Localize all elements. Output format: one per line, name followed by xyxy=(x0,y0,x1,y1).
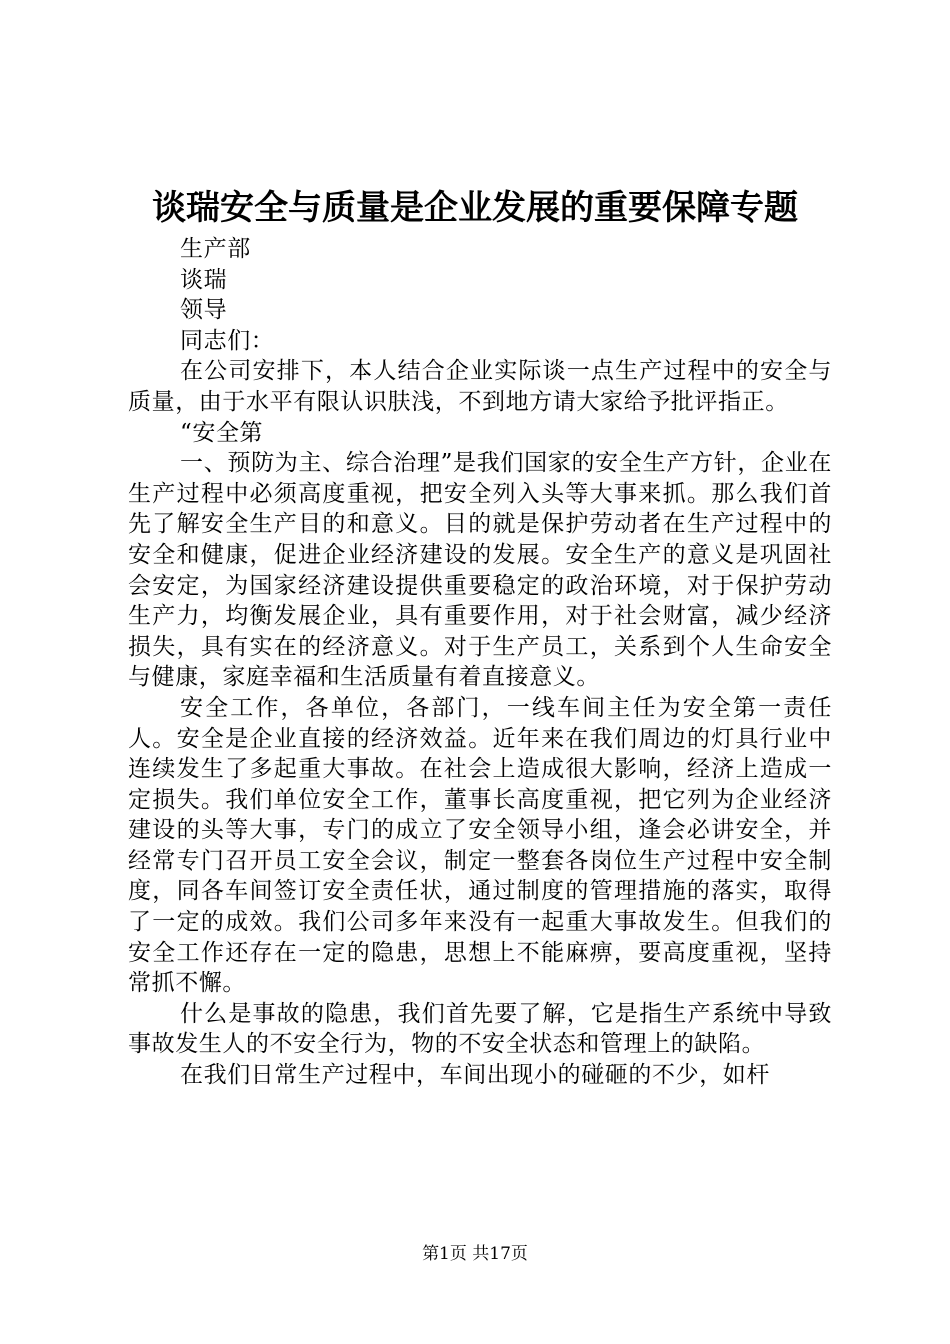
paragraph-quote-start: “安全第 xyxy=(180,419,264,446)
paragraph-daily-production: 在我们日常生产过程中，车间出现小的碰砸的不少，如杆 xyxy=(180,1062,770,1089)
paragraph-safety-work: 安全工作，各单位，各部门，一线车间主任为安全第一责任人。安全是企业直接的经济效益。近年来在我们周边的灯具行业中连续发生了多起重大事故。在社会上造成很大影响，经济上造成一定损失。我们单位安全工作，董事长高度重视，把它列为企业经济建设的头等大事，专门的成立了安全领导小组，逢会必讲安全，并经常专门召开员工安全会议，制定一整套各岗位生产过程中安全制度，同各车间签订安全责任状，通过制度的管理措施的落实，取得了一定的成效。我们公司多年来没有一起重大事故发生。但我们的安全工作还存在一定的隐患，思想上不能麻痹，要高度重视，坚持常抓不懈。 xyxy=(128,694,832,997)
paragraph-hidden-danger: 什么是事故的隐患，我们首先要了解，它是指生产系统中导致事故发生人的不安全行为，物的不安全状态和管理上的缺陷。 xyxy=(128,1000,832,1058)
paragraph-safety-policy: 一、预防为主、综合治理”是我们国家的安全生产方针，企业在生产过程中必须高度重视，把安全列入头等大事来抓。那么我们首先了解安全生产目的和意义。目的就是保护劳动者在生产过程中的安全和健康，促进企业经济建设的发展。安全生产的意义是巩固社会安定，为国家经济建设提供重要稳定的政治环境，对于保护劳动生产力，均衡发展企业，具有重要作用，对于社会财富，减少经济损失，具有实在的经济意义。对于生产员工，关系到个人生命安全与健康，家庭幸福和生活质量有着直接意义。 xyxy=(128,450,832,691)
salutation-leaders: 领导 xyxy=(180,297,228,324)
paragraph-intro: 在公司安排下，本人结合企业实际谈一点生产过程中的安全与质量，由于水平有限认识肤浅，不到地方请大家给予批评指正。 xyxy=(128,358,832,415)
document-title: 谈瑞安全与质量是企业发展的重要保障专题 xyxy=(152,188,798,228)
salutation-comrades: 同志们： xyxy=(180,327,275,354)
department-line: 生产部 xyxy=(180,236,251,262)
speaker-line: 谈瑞 xyxy=(180,266,228,293)
page-footer: 第1页 共17页 xyxy=(422,1244,528,1264)
document-body xyxy=(128,234,832,1091)
